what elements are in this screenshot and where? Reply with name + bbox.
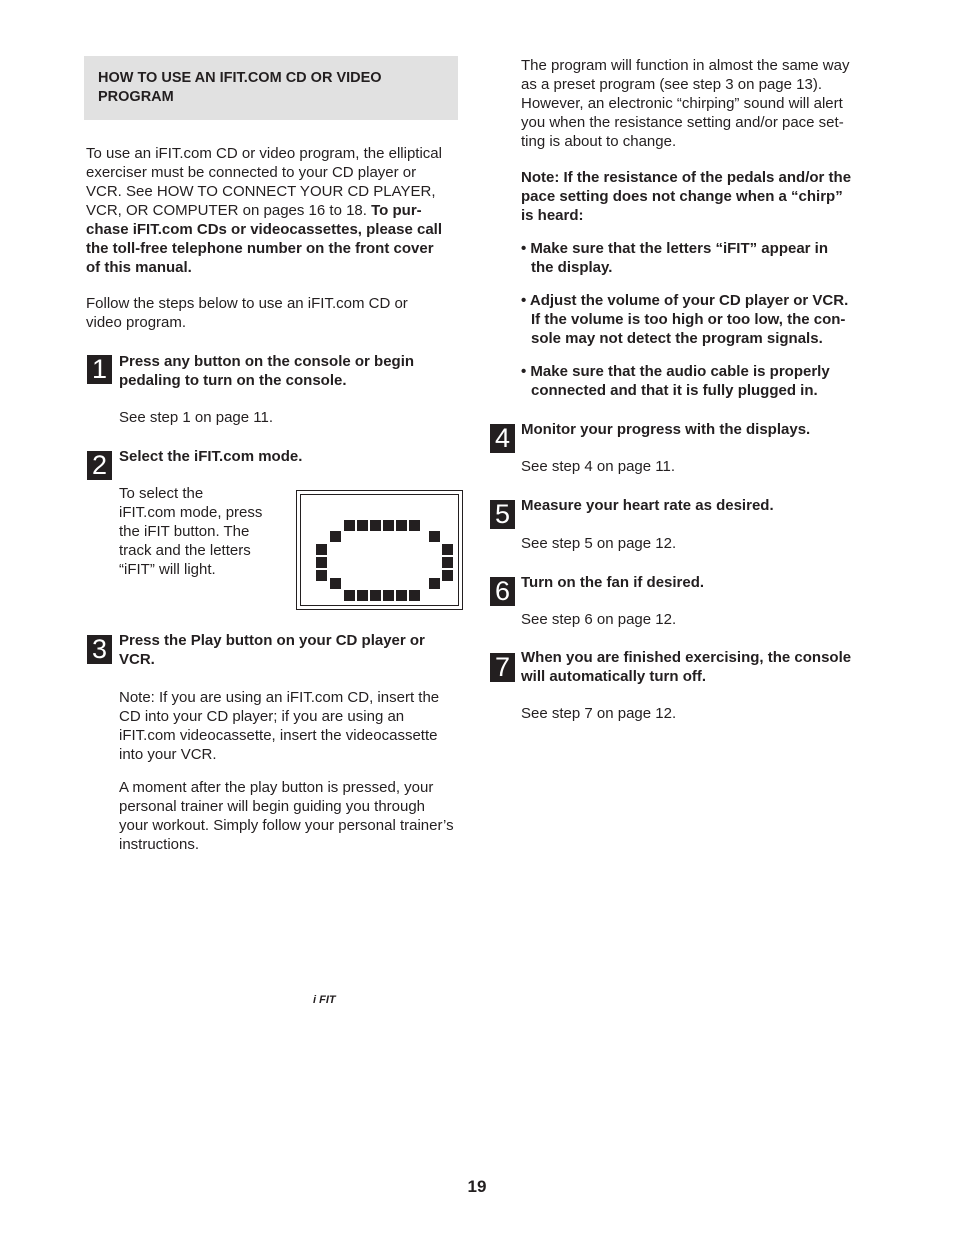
step-1-body: See step 1 on page 11.: [119, 409, 274, 426]
follow-paragraph: Follow the steps below to use an iFIT.com CD or video program.: [86, 295, 408, 331]
intro-line: the toll-free telephone number on the front cover: [86, 240, 434, 257]
step-2-title: Select the iFIT.com mode.: [119, 448, 303, 465]
step-3-body: A moment after the play button is pressed, your personal trainer will begin guiding you through your workout. Simply follow your personal trainer’s instructions.: [119, 779, 454, 853]
intro-line: To use an iFIT.com CD or video program, the elliptical: [86, 145, 442, 162]
track-segment: [316, 544, 327, 555]
bullet-item-1: • Make sure that the letters “iFIT” appear in the display.: [521, 240, 828, 276]
intro-line: VCR. See HOW TO CONNECT YOUR CD PLAYER,: [86, 183, 436, 200]
track-segment: [409, 590, 420, 601]
track-segment: [429, 531, 440, 542]
track-segment: [429, 578, 440, 589]
step-number-1: 1: [87, 355, 112, 384]
track-segment: [370, 520, 381, 531]
intro-line: of this manual.: [86, 259, 192, 276]
section-title: HOW TO USE AN IFIT.COM CD OR VIDEO PROGRAM: [98, 70, 382, 105]
step-5-title: Measure your heart rate as desired.: [521, 497, 774, 514]
track-segment: [396, 520, 407, 531]
step-6-body: See step 6 on page 12.: [521, 611, 677, 628]
intro-line: exerciser must be connected to your CD player or: [86, 164, 417, 181]
track-segment: [409, 520, 420, 531]
step-3-title: Press the Play button on your CD player or VCR.: [119, 632, 425, 668]
track-segment: [330, 578, 341, 589]
step-number-6: 6: [490, 577, 515, 606]
track-segment: [357, 590, 368, 601]
track-segment: [442, 544, 453, 555]
page-number: 19: [467, 1177, 487, 1196]
display-ifit-label: i FIT: [313, 994, 336, 1006]
track-segment: [316, 570, 327, 581]
step-3-note: Note: If you are using an iFIT.com CD, insert the CD into your CD player; if you are using an iFIT.com videocassette, insert the videocassette into your VCR.: [119, 689, 440, 763]
section-header: [84, 56, 458, 120]
intro-line: VCR, OR COMPUTER on pages 16 to 18. To pur-: [86, 202, 422, 219]
track-segment: [330, 531, 341, 542]
step-number-2: 2: [87, 451, 112, 480]
step-number-7: 7: [490, 653, 515, 682]
step-4-title: Monitor your progress with the displays.: [521, 421, 811, 438]
step-7-title: When you are finished exercising, the console will automatically turn off.: [521, 649, 852, 685]
track-segment: [383, 520, 394, 531]
right-intro-paragraph: The program will function in almost the same way as a preset program (see step 3 on page 13). However, an electronic “chirping” sound will alert you when the resistance setting and/or pace set- ting is about to change.: [521, 57, 850, 150]
step-6-title: Turn on the fan if desired.: [521, 574, 705, 591]
track-segment: [442, 557, 453, 568]
track-segment: [316, 557, 327, 568]
intro-line: chase iFIT.com CDs or videocassettes, please call: [86, 221, 443, 238]
intro-paragraph: [86, 144, 466, 277]
ifit-display-illustration: [296, 490, 463, 1006]
track-segment: [357, 520, 368, 531]
step-4-body: See step 4 on page 11.: [521, 458, 676, 475]
track-segment: [396, 590, 407, 601]
track-segment: [370, 590, 381, 601]
track-segment: [344, 520, 355, 531]
step-2-body: To select the iFIT.com mode, press the iFIT button. The track and the letters “iFIT” will light.: [119, 485, 263, 578]
step-7-body: See step 7 on page 12.: [521, 705, 677, 722]
step-number-5: 5: [490, 500, 515, 529]
step-5-body: See step 5 on page 12.: [521, 535, 677, 552]
chirp-note: Note: If the resistance of the pedals and/or the pace setting does not change when a “chirp” is heard:: [521, 169, 852, 224]
track-segment: [383, 590, 394, 601]
bullet-item-2: • Adjust the volume of your CD player or VCR. If the volume is too high or too low, the con- sole may not detect the program signals.: [521, 292, 849, 347]
track-segment: [442, 570, 453, 581]
bullet-item-3: • Make sure that the audio cable is properly connected and that it is fully plugged in.: [521, 363, 830, 399]
step-1-title: Press any button on the console or begin pedaling to turn on the console.: [119, 353, 415, 389]
track-segment: [344, 590, 355, 601]
step-number-4: 4: [490, 424, 515, 453]
step-number-3: 3: [87, 635, 112, 664]
